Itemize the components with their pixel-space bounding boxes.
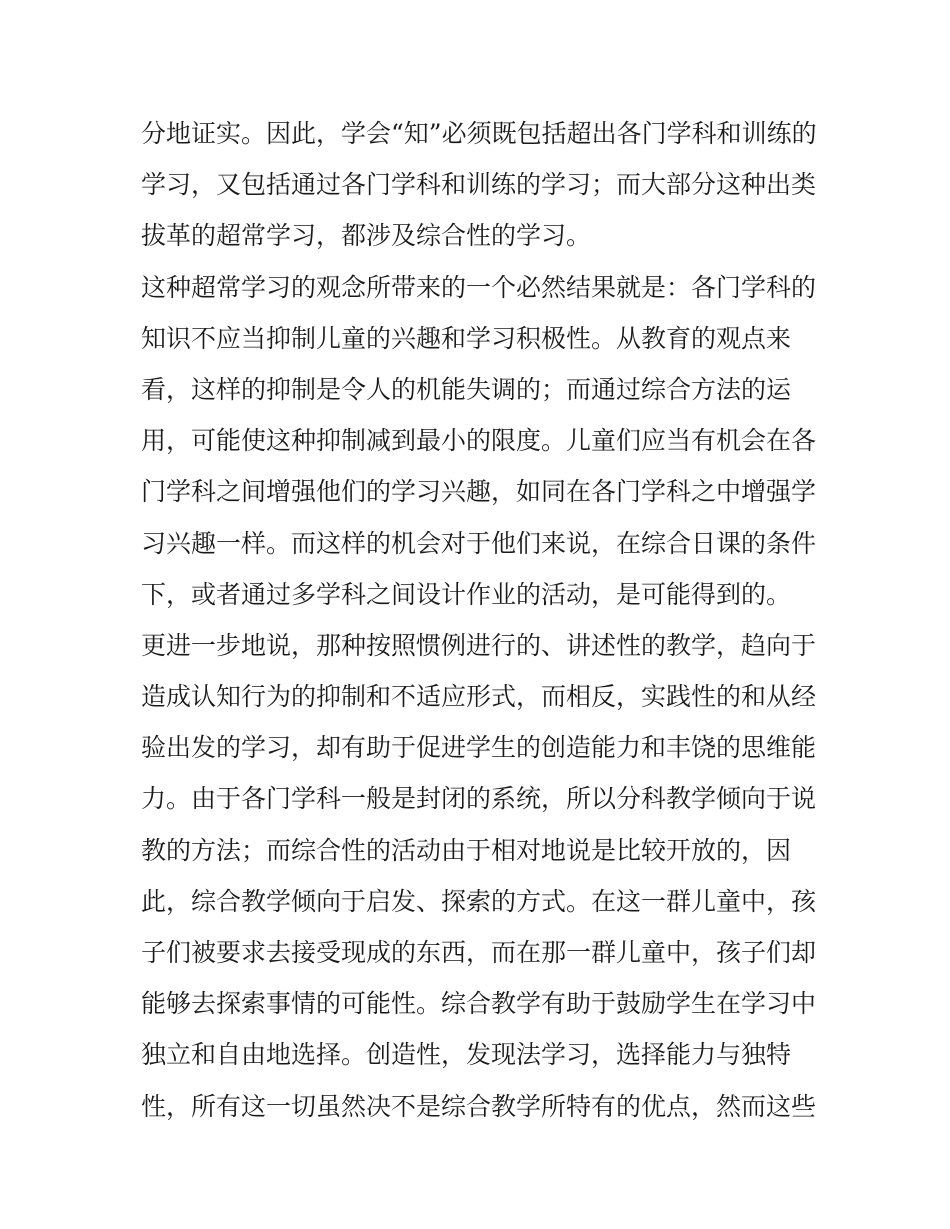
- text-line: 看，这样的抑制是令人的机能失调的；而通过综合方法的运: [141, 374, 792, 404]
- text-line: 力。由于各门学科一般是封闭的系统，所以分科教学倾向于说: [141, 784, 817, 814]
- text-line: 更进一步地说，那种按照惯例进行的、讲述性的教学，趋向于: [141, 630, 817, 660]
- text-line: 拔革的超常学习，都涉及综合性的学习。: [141, 221, 592, 251]
- text-line: 能够去探索事情的可能性。综合教学有助于鼓励学生在学习中: [141, 989, 817, 1019]
- text-line: 门学科之间增强他们的学习兴趣，如同在各门学科之中增强学: [141, 477, 817, 507]
- text-line: 性，所有这一切虽然决不是综合教学所特有的优点，然而这些: [141, 1091, 817, 1121]
- text-line: 验出发的学习，却有助于促进学生的创造能力和丰饶的思维能: [141, 733, 817, 763]
- text-line: 子们被要求去接受现成的东西，而在那一群儿童中，孩子们却: [141, 938, 817, 967]
- text-line: 分地证实。因此，学会“知”必须既包括超出各门学科和训练的: [141, 119, 817, 148]
- text-line: 造成认知行为的抑制和不适应形式，而相反，实践性的和从经: [141, 682, 817, 712]
- text-line: 习兴趣一样。而这样的机会对于他们来说，在综合日课的条件: [141, 528, 817, 558]
- body-text: [141, 108, 821, 1132]
- text-line: 教的方法；而综合性的活动由于相对地说是比较开放的，因: [141, 835, 792, 865]
- text-line: 下，或者通过多学科之间设计作业的活动，是可能得到的。: [141, 579, 792, 609]
- text-line: 学习，又包括通过各门学科和训练的学习；而大部分这种出类: [141, 170, 817, 200]
- text-line: 用，可能使这种抑制减到最小的限度。儿童们应当有机会在各: [141, 426, 817, 456]
- text-line: 独立和自由地选择。创造性，发现法学习，选择能力与独特: [141, 1040, 792, 1070]
- text-line: 此，综合教学倾向于启发、探索的方式。在这一群儿童中，孩: [141, 886, 817, 916]
- text-line: 知识不应当抑制儿童的兴趣和学习积极性。从教育的观点来: [141, 323, 792, 353]
- text-line: 这种超常学习的观念所带来的一个必然结果就是：各门学科的: [141, 272, 817, 302]
